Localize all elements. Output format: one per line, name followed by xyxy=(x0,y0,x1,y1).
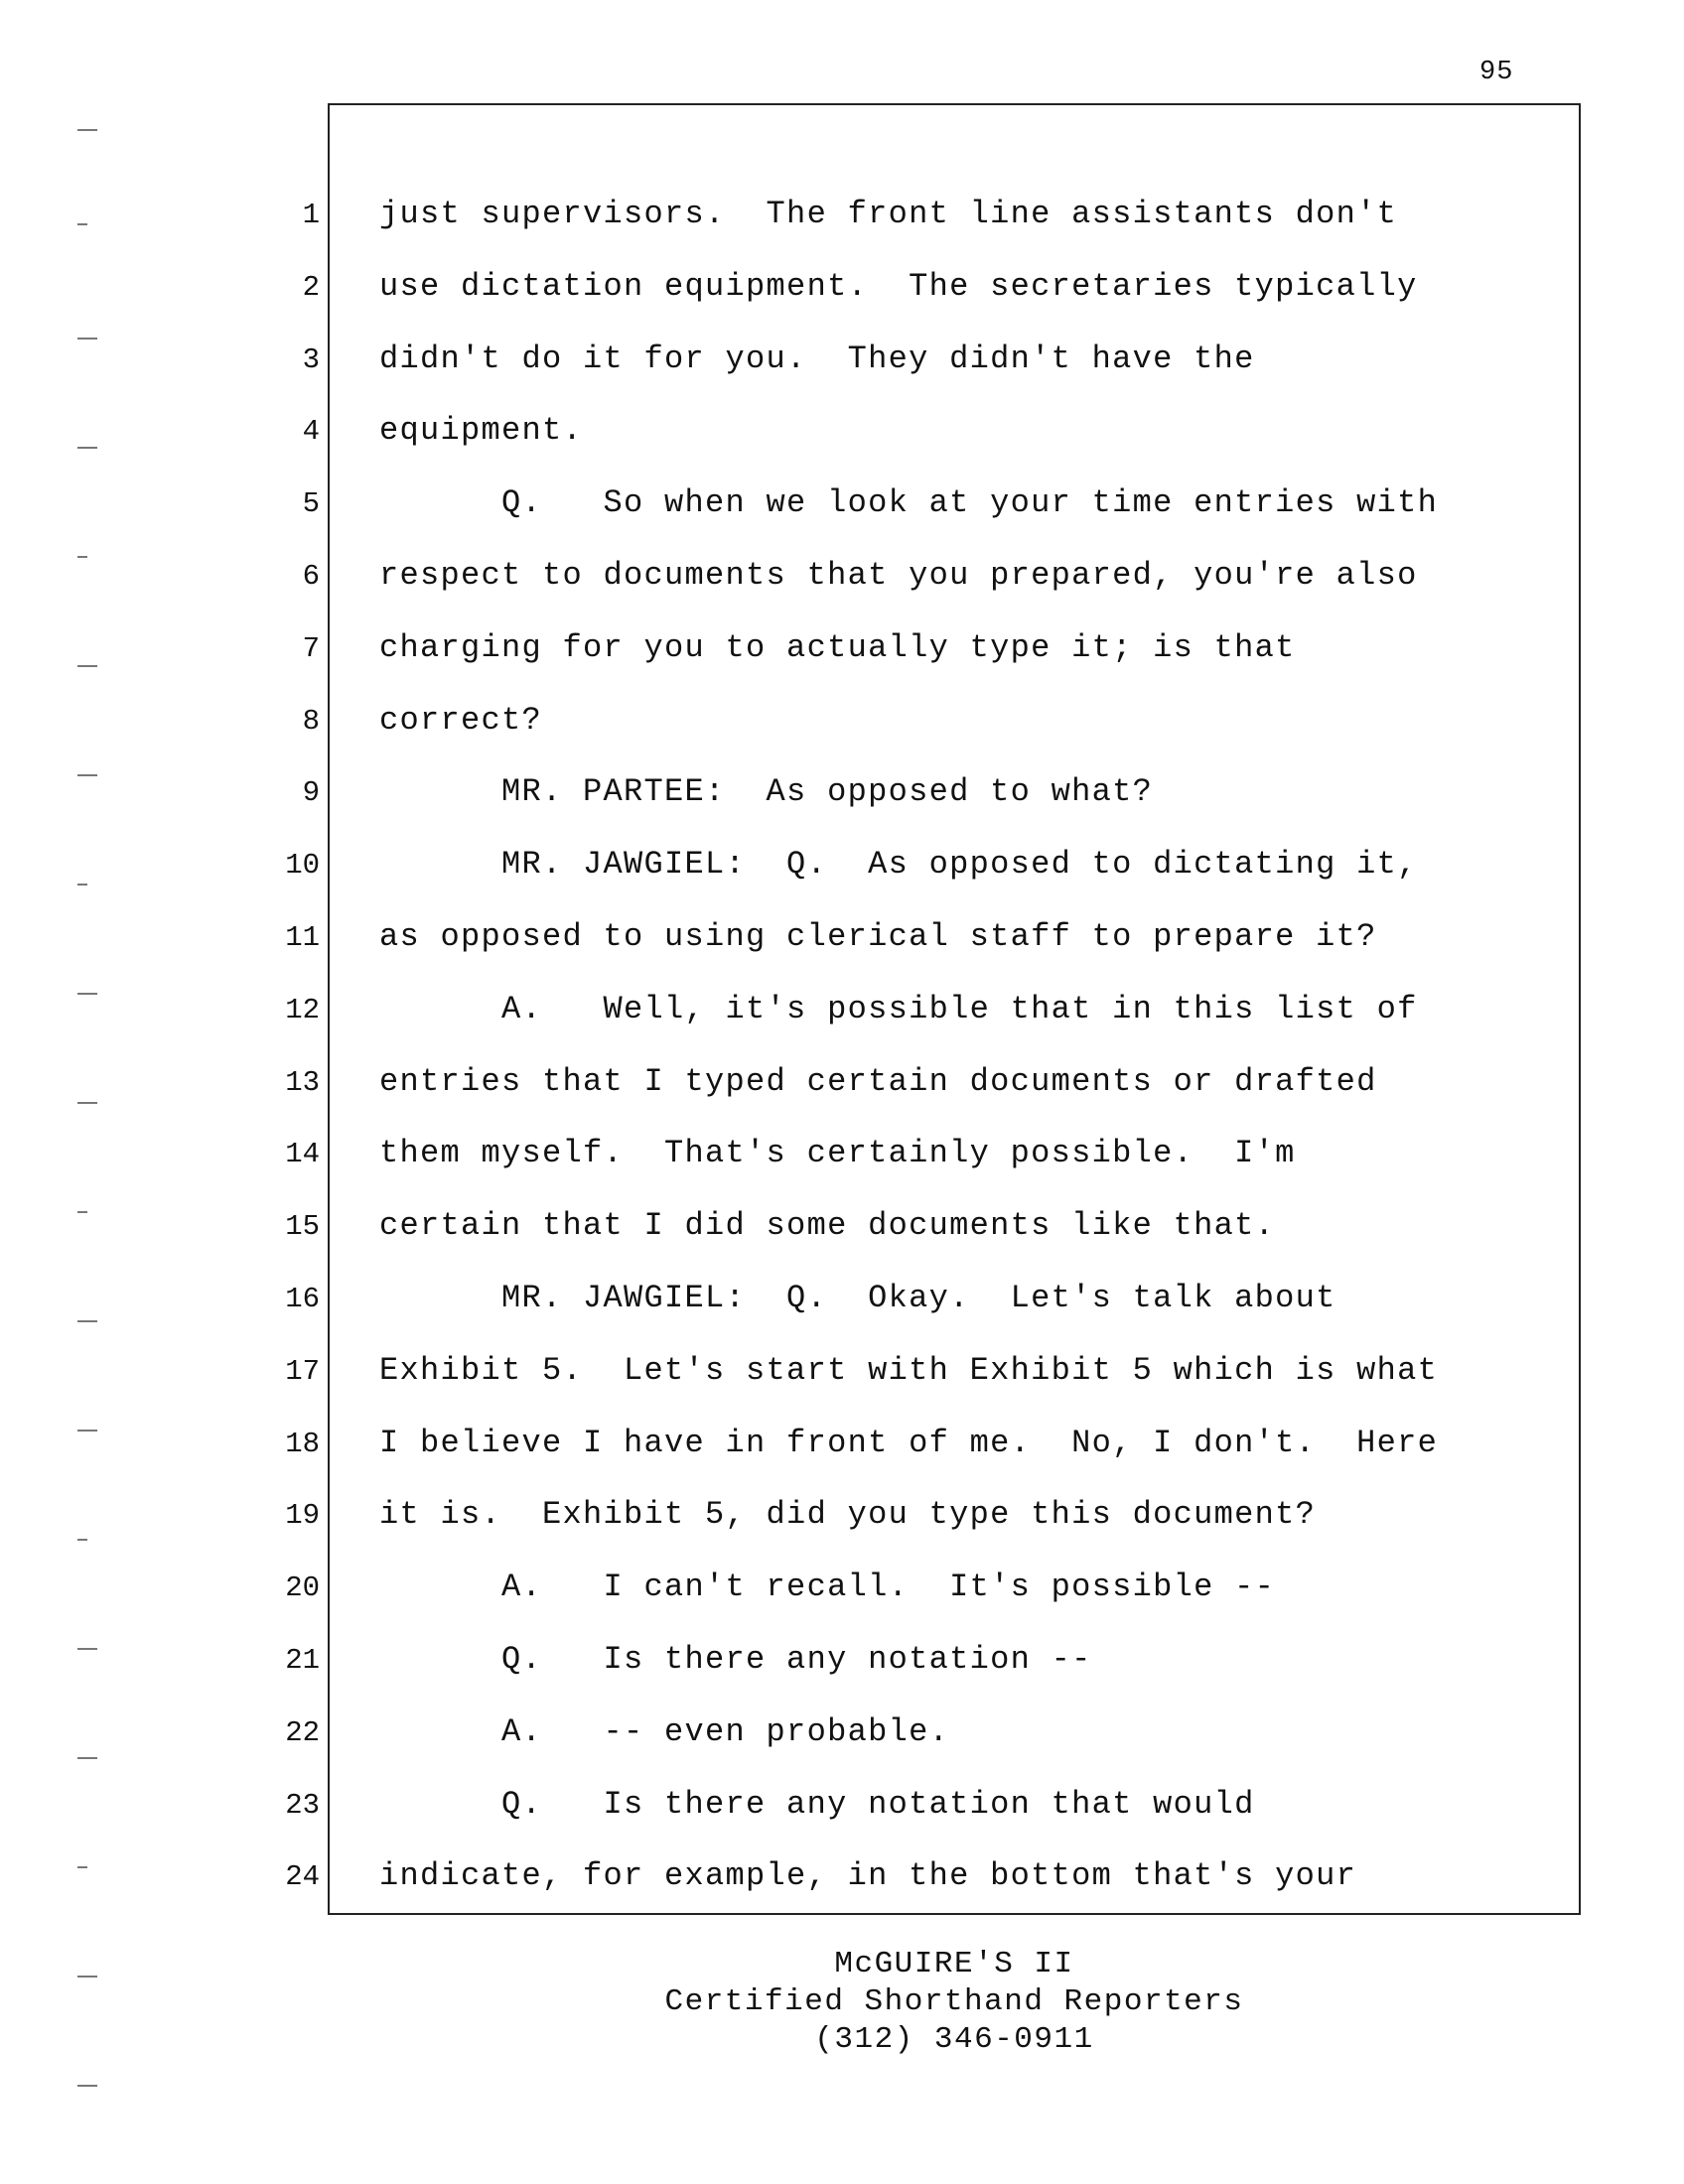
line-number: 23 xyxy=(285,1789,320,1822)
line-number: 15 xyxy=(285,1210,320,1243)
margin-tick xyxy=(77,993,97,995)
line-number: 17 xyxy=(285,1355,320,1388)
line-number: 14 xyxy=(285,1138,320,1170)
margin-tick xyxy=(77,1539,87,1541)
line-number: 6 xyxy=(302,560,320,593)
margin-tick xyxy=(77,1320,97,1322)
margin-tick xyxy=(77,774,97,776)
page-number: 95 xyxy=(1479,58,1514,87)
line-number: 18 xyxy=(285,1428,320,1460)
footer-phone: (312) 346-0911 xyxy=(814,2022,1094,2057)
transcript-line: correct? xyxy=(379,702,543,739)
transcript-line: Q. Is there any notation -- xyxy=(379,1641,1092,1678)
line-number: 16 xyxy=(285,1283,320,1315)
reporter-footer xyxy=(328,1946,1581,2059)
margin-tick xyxy=(77,556,87,558)
transcript-line: MR. JAWGIEL: Q. As opposed to dictating it, xyxy=(379,846,1418,883)
margin-tick xyxy=(77,1976,97,1978)
transcript-line: didn't do it for you. They didn't have the xyxy=(379,341,1255,377)
margin-tick xyxy=(77,223,87,225)
transcript-line: indicate, for example, in the bottom that's your xyxy=(379,1857,1357,1894)
transcript-line: entries that I typed certain documents or drafted xyxy=(379,1063,1377,1100)
transcript-line: Exhibit 5. Let's start with Exhibit 5 which is what xyxy=(379,1352,1439,1389)
margin-tick xyxy=(77,447,97,449)
line-number: 3 xyxy=(302,343,320,376)
line-number: 10 xyxy=(285,849,320,882)
line-number: 2 xyxy=(302,271,320,304)
line-number: 22 xyxy=(285,1716,320,1749)
line-number: 9 xyxy=(302,776,320,809)
margin-tick xyxy=(77,1866,87,1868)
line-number: 24 xyxy=(285,1860,320,1893)
transcript-line: A. I can't recall. It's possible -- xyxy=(379,1569,1276,1605)
line-number: 5 xyxy=(302,487,320,520)
transcript-line: just supervisors. The front line assistants don't xyxy=(379,196,1398,232)
margin-tick xyxy=(77,338,97,340)
transcript-line: it is. Exhibit 5, did you type this document? xyxy=(379,1496,1317,1533)
transcript-line: A. Well, it's possible that in this list of xyxy=(379,991,1418,1027)
line-number: 7 xyxy=(302,632,320,665)
transcript-line: certain that I did some documents like that. xyxy=(379,1207,1276,1244)
transcript-line: equipment. xyxy=(379,412,584,449)
line-number: 8 xyxy=(302,705,320,738)
margin-tick xyxy=(77,665,97,667)
margin-tick xyxy=(77,2085,97,2087)
margin-ticks xyxy=(77,0,107,2184)
margin-tick xyxy=(77,129,97,131)
transcript-line: MR. JAWGIEL: Q. Okay. Let's talk about xyxy=(379,1280,1336,1316)
line-number: 19 xyxy=(285,1499,320,1532)
margin-tick xyxy=(77,1648,97,1650)
line-number: 13 xyxy=(285,1066,320,1099)
transcript-line: I believe I have in front of me. No, I don't. Here xyxy=(379,1425,1439,1461)
transcript-line: Q. Is there any notation that would xyxy=(379,1786,1255,1823)
transcript-line: respect to documents that you prepared, you're also xyxy=(379,557,1418,594)
transcript-line: as opposed to using clerical staff to prepare it? xyxy=(379,918,1377,955)
line-number: 11 xyxy=(285,921,320,954)
transcript-line: use dictation equipment. The secretaries typically xyxy=(379,268,1418,305)
transcript-line: them myself. That's certainly possible. I'm xyxy=(379,1135,1296,1171)
margin-tick xyxy=(77,1102,97,1104)
margin-tick xyxy=(77,1211,87,1213)
line-number: 21 xyxy=(285,1644,320,1677)
transcript-line: MR. PARTEE: As opposed to what? xyxy=(379,773,1154,810)
transcript-line: A. -- even probable. xyxy=(379,1713,950,1750)
footer-company: McGUIRE'S II xyxy=(834,1947,1074,1981)
line-number: 12 xyxy=(285,994,320,1026)
line-number: 1 xyxy=(302,199,320,231)
margin-tick xyxy=(77,884,87,886)
transcript-line: charging for you to actually type it; is that xyxy=(379,629,1296,666)
transcript-line: Q. So when we look at your time entries with xyxy=(379,484,1439,521)
line-number: 4 xyxy=(302,415,320,448)
line-number: 20 xyxy=(285,1571,320,1604)
margin-tick xyxy=(77,1430,97,1432)
footer-subtitle: Certified Shorthand Reporters xyxy=(664,1984,1244,2019)
margin-tick xyxy=(77,1757,97,1759)
